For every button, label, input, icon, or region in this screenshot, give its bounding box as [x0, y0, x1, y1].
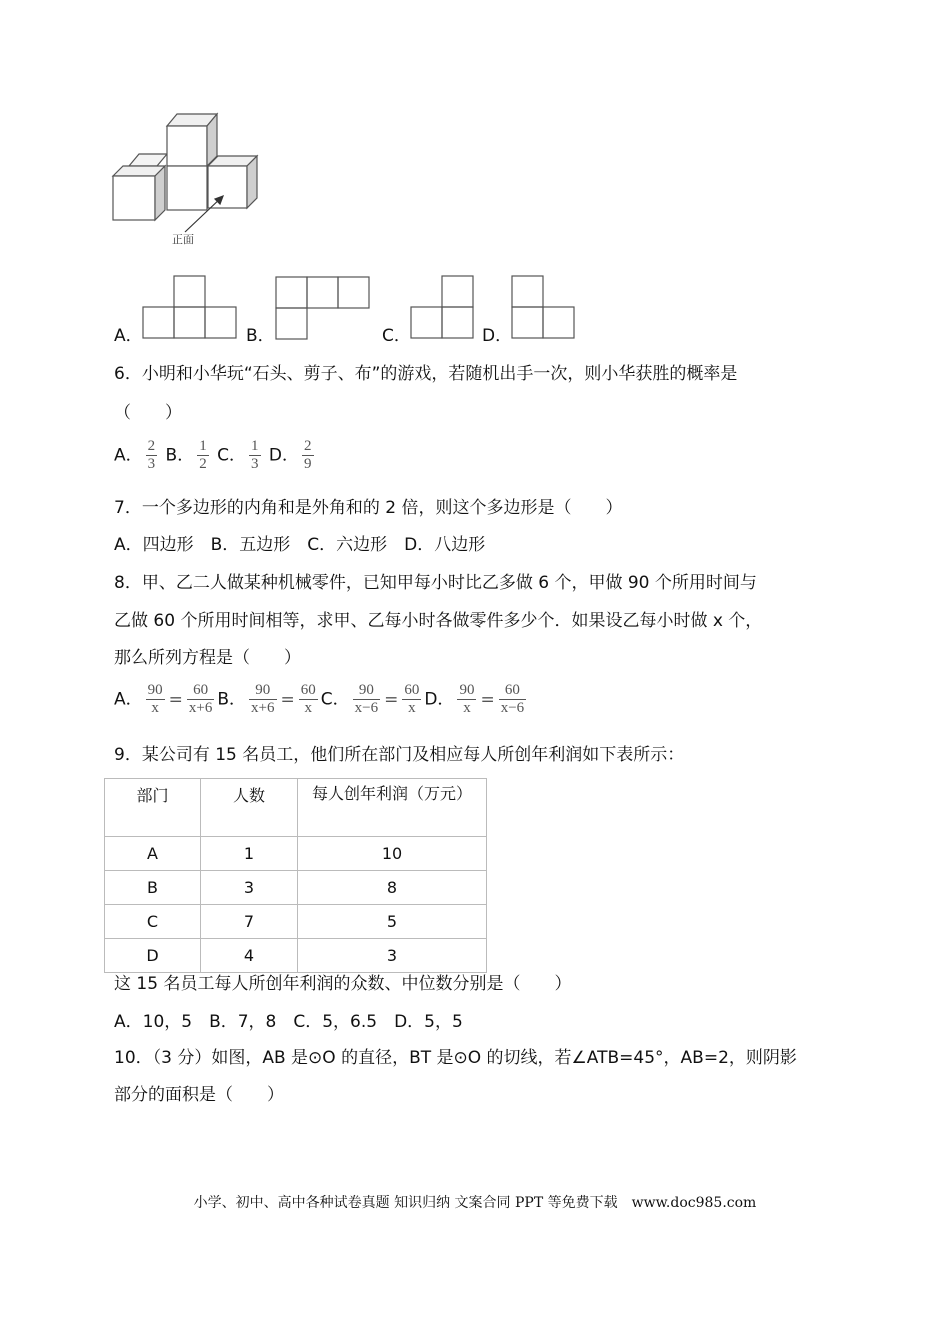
q6-option-c-fraction: $\frac{1}{3}$ [251, 438, 259, 472]
table-row [105, 871, 487, 905]
table-cell: 7 [201, 905, 298, 939]
q6-options [114, 438, 317, 473]
table-cell: 5 [298, 905, 487, 939]
q6-option-b-label: B． [165, 445, 195, 466]
q6-option-d-label: D． [268, 445, 299, 466]
q8-question-line1: 8．甲、乙二人做某种机械零件，已知甲每小时比乙多做 6 个，甲做 90 个所用时间与 [114, 573, 757, 593]
table-cell: 4 [201, 939, 298, 973]
q5-option-d-label: D． [482, 326, 513, 346]
q5-option-a-view [142, 275, 238, 339]
table-cell: 1 [201, 837, 298, 871]
q8-question-line3: 那么所列方程是（ ） [114, 648, 301, 668]
q6-option-a-fraction: $\frac{2}{3}$ [147, 438, 156, 472]
table-cell: 3 [298, 939, 487, 973]
q10-question-line1: 10．（3 分）如图，AB 是⊙O 的直径，BT 是⊙O 的切线，若∠ATB=45°，AB=2，则阴影 [114, 1048, 797, 1068]
q6-option-c-label: C． [217, 445, 246, 466]
q5-option-a-label: A． [114, 326, 143, 346]
table-header-cell: 每人创年利润（万元） [298, 779, 487, 837]
page-footer: 小学、初中、高中各种试卷真题 知识归纳 文案合同 PPT 等免费下载 www.doc985.com [193, 1195, 757, 1211]
table-cell: D [105, 939, 201, 973]
table-cell: 3 [201, 871, 298, 905]
q5-option-b-label: B． [246, 326, 275, 346]
q5-option-b-view [275, 276, 371, 340]
q6-option-d-fraction: $\frac{2}{9}$ [304, 438, 312, 472]
q8-question-line2: 乙做 60 个所用时间相等，求甲、乙每小时各做零件多少个．如果设乙每小时做 x 个， [114, 611, 763, 631]
table-row [105, 905, 487, 939]
q9-followup: 这 15 名员工每人所创年利润的众数、中位数分别是（ ） [114, 974, 572, 994]
q5-option-c-view [410, 275, 476, 339]
table-header-row [105, 779, 487, 837]
q5-option-d-view [511, 275, 577, 339]
table-cell: C [105, 905, 201, 939]
figure-label: 正面 [172, 233, 194, 246]
table-cell: 10 [298, 837, 487, 871]
table-header-cell: 部门 [105, 779, 201, 837]
q5-option-c-label: C． [382, 326, 411, 346]
q8-option-c-label: C． [320, 689, 350, 710]
table-row [105, 837, 487, 871]
q6-option-b-fraction: $\frac{1}{2}$ [199, 438, 207, 472]
table-cell: A [105, 837, 201, 871]
q7-options: A．四边形 B．五边形 C．六边形 D．八边形 [114, 535, 486, 555]
table-header-cell: 人数 [201, 779, 298, 837]
table-cell: 8 [298, 871, 487, 905]
q10-question-line2: 部分的面积是（ ） [114, 1085, 284, 1105]
q6-option-a-label: A． [114, 445, 143, 466]
q6-answer-blank: （ ） [114, 403, 182, 423]
table-row [105, 939, 487, 973]
q9-options: A．10，5 B．7，8 C．5，6.5 D．5，5 [114, 1012, 463, 1032]
q8-option-a-label: A． [114, 689, 143, 710]
q8-option-d-label: D． [424, 689, 455, 710]
q8-options: A． $\frac{90}{x}$ = $\frac{60}{x+6}$ B． $\frac{90}{x+6}$ = $\frac{60}{x}$ C． $\frac{90}{x-6}$ = $\frac{60}{x}$ D． $\frac{90}{x}$ = $\frac{60}{x-6}$ [114, 682, 525, 716]
q8-option-b-label: B． [217, 689, 247, 710]
table-cell: B [105, 871, 201, 905]
cube-stack-figure [105, 110, 270, 250]
profit-table [104, 778, 487, 973]
q7-question: 7．一个多边形的内角和是外角和的 2 倍，则这个多边形是（ ） [114, 498, 623, 518]
q6-question: 6．小明和小华玩“石头、剪子、布”的游戏，若随机出手一次，则小华获胜的概率是 [114, 364, 738, 384]
q9-question: 9．某公司有 15 名员工，他们所在部门及相应每人所创年利润如下表所示： [114, 745, 685, 765]
